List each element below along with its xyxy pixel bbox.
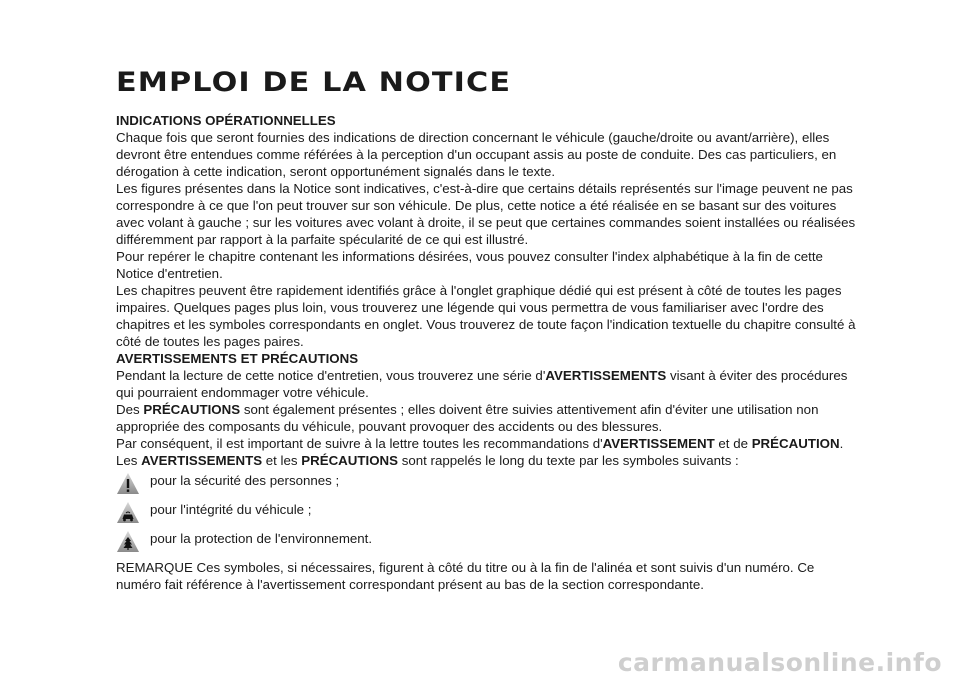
bold-term: AVERTISSEMENTS — [545, 368, 667, 383]
symbol-row — [116, 530, 856, 559]
person-safety-icon — [116, 472, 140, 496]
symbol-description: pour la protection de l'environnement. — [150, 531, 373, 546]
symbol-description: pour l'intégrité du véhicule ; — [150, 502, 312, 517]
symbol-row — [116, 472, 856, 501]
paragraph — [116, 452, 856, 469]
bold-term: AVERTISSEMENTS — [141, 453, 263, 468]
text-run: sont rappelés le long du texte par les symboles suivants : — [398, 453, 739, 468]
bold-term: AVERTISSEMENT — [602, 436, 715, 451]
bold-term: PRÉCAUTIONS — [143, 402, 241, 417]
paragraph: Pour repérer le chapitre contenant les informations désirées, vous pouvez consulter l'index alphabétique à la fin de cette Notice d'entretien. — [116, 249, 823, 281]
environment-protection-icon — [116, 530, 140, 554]
symbol-row — [116, 501, 856, 530]
text-run: sont également présentes ; elles doivent être suivies attentivement afin d'éviter une utilisation non appropriée des composants du véhicule, pouvant provoquer des accidents ou des blessures. — [116, 402, 819, 434]
section-heading-operational: INDICATIONS OPÉRATIONNELLES — [116, 113, 336, 128]
page-title: EMPLOI DE LA NOTICE — [116, 67, 512, 98]
text-run: et de — [714, 436, 752, 451]
paragraph — [116, 435, 856, 452]
text-run: . — [839, 436, 844, 451]
text-run: Par conséquent, il est important de suivre à la lettre toutes les recommandations d' — [116, 436, 603, 451]
remark-paragraph: REMARQUE Ces symboles, si nécessaires, figurent à côté du titre ou à la fin de l'alinéa et sont suivis d'un numéro. Ce numéro fait référence à l'avertissement correspondant présent au bas de la section correspondante. — [116, 560, 815, 592]
bold-term: PRÉCAUTIONS — [301, 453, 399, 468]
vehicle-integrity-icon — [116, 501, 140, 525]
text-run: visant à éviter des procédures qui pourraient endommager votre véhicule. — [116, 368, 848, 400]
paragraph: Les chapitres peuvent être rapidement identifiés grâce à l'onglet graphique dédié qui est présent à côté de toutes les pages impaires. Quelques pages plus loin, vous trouverez une légende qui vous permettra de vous familiariser avec l'ordre des chapitres et les symboles correspondants en onglet. Vous trouverez de toute façon l'indication textuelle du chapitre consulté à côté de toutes les pages paires. — [116, 283, 856, 349]
paragraph — [116, 367, 856, 401]
paragraph — [116, 401, 856, 435]
text-run: et les — [262, 453, 302, 468]
text-run: Les — [116, 453, 142, 468]
text-run: Des — [116, 402, 144, 417]
paragraph: Chaque fois que seront fournies des indications de direction concernant le véhicule (gauche/droite ou avant/arrière), elles devront être entendues comme référées à la perception d'un occupant assis au poste de conduite. Des cas particuliers, en dérogation à cette indication, seront opportunément signalés dans le texte. — [116, 130, 837, 179]
watermark: carmanualsonline.info — [617, 648, 942, 677]
bold-term: PRÉCAUTION — [751, 436, 840, 451]
text-run: Pendant la lecture de cette notice d'entretien, vous trouverez une série d' — [116, 368, 546, 383]
section-heading-warnings: AVERTISSEMENTS ET PRÉCAUTIONS — [116, 351, 359, 366]
manual-page — [116, 66, 856, 593]
symbol-description: pour la sécurité des personnes ; — [150, 473, 340, 488]
paragraph: Les figures présentes dans la Notice sont indicatives, c'est-à-dire que certains détails représentés sur l'image peuvent ne pas correspondre à ce que l'on peut trouver sur son véhicule. De plus, cette notice a été réalisée en se basant sur des voitures avec volant à gauche ; sur les voitures avec volant à droite, il se peut que certaines commandes soient installées ou réalisées différemment par rapport à la parfaite spécularité de ce qui est illustré. — [116, 181, 856, 247]
